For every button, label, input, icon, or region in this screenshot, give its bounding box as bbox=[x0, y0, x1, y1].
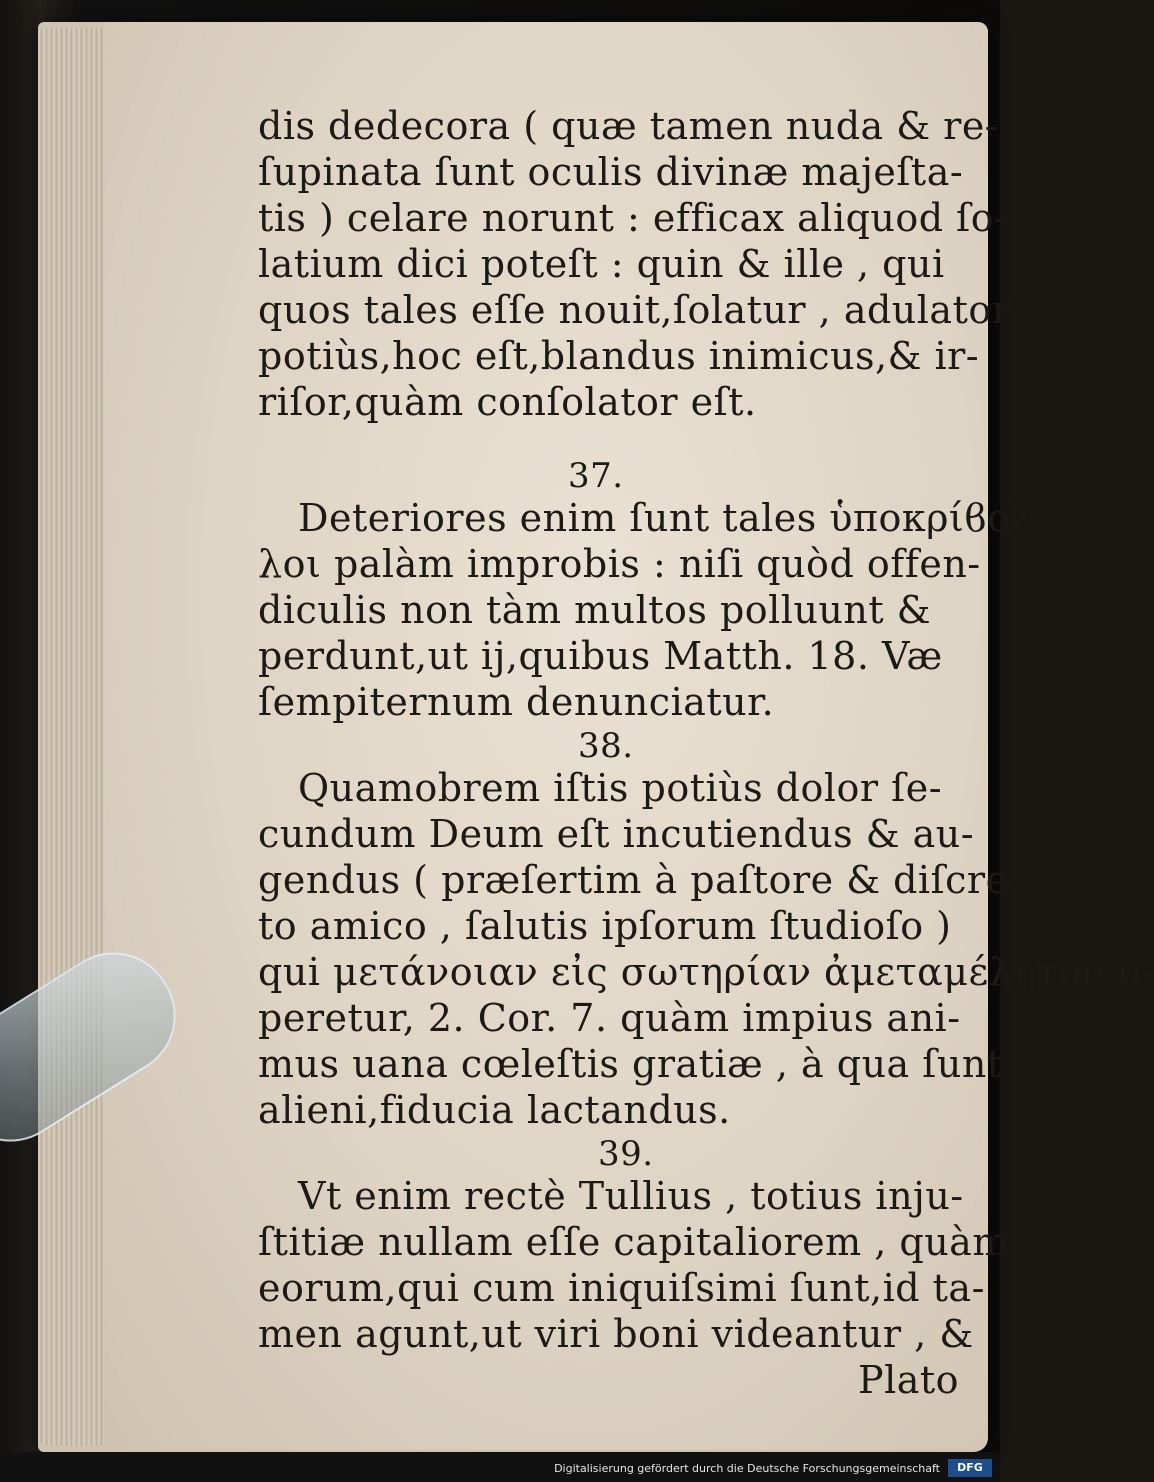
text-line: Vt enim rectè Tullius , totius inju- bbox=[298, 1174, 964, 1218]
text-line: men agunt,ut viri boni videantur , & bbox=[258, 1312, 974, 1356]
text-line: diculis non tàm multos polluunt & bbox=[258, 588, 932, 632]
text-line: qui μετάνοιαν εἰς σωτηρίαν ἀμεταμέλητον o- bbox=[258, 950, 1154, 994]
text-line: ſupinata ſunt oculis divinæ majeſta- bbox=[258, 150, 964, 194]
text-line: mus uana cœleſtis gratiæ , à qua ſunt bbox=[258, 1042, 1003, 1086]
section-number-37: 37. bbox=[568, 456, 624, 496]
text-line: cundum Deum eſt incutiendus & au- bbox=[258, 812, 975, 856]
text-line: eorum,qui cum iniquiſsimi ſunt,id ta- bbox=[258, 1266, 985, 1310]
text-line: potiùs,hoc eſt,blandus inimicus,& ir- bbox=[258, 334, 980, 378]
text-line: alieni,fiducia lactandus. bbox=[258, 1088, 731, 1132]
funding-credit: Digitalisierung gefördert durch die Deutsche Forschungsgemeinschaft bbox=[554, 1462, 940, 1475]
text-line: λοι palàm improbis : niſi quòd offen- bbox=[258, 542, 981, 586]
text-line: latium dici poteſt : quin & ille , qui bbox=[258, 242, 945, 286]
page-edges bbox=[38, 28, 110, 1446]
text-line: Quamobrem iſtis potiùs dolor ſe- bbox=[298, 766, 943, 810]
text-line: ſempiternum denunciatur. bbox=[258, 680, 775, 724]
section-number-38: 38. bbox=[578, 726, 634, 766]
text-line: Deteriores enim ſunt tales ὑποκρίϐολ- bbox=[298, 496, 1049, 540]
section-number-39: 39. bbox=[598, 1134, 654, 1174]
text-line: quos tales eſſe nouit,ſolatur , adulator bbox=[258, 288, 1011, 332]
text-line: to amico , ſalutis ipſorum ſtudioſo ) bbox=[258, 904, 952, 948]
catchword: Plato bbox=[858, 1358, 960, 1402]
text-line: tis ) celare norunt : efficax aliquod ſo- bbox=[258, 196, 1008, 240]
text-line: perdunt,ut ij,quibus Matth. 18. Væ bbox=[258, 634, 943, 678]
text-line: peretur, 2. Cor. 7. quàm impius ani- bbox=[258, 996, 961, 1040]
text-line: dis dedecora ( quæ tamen nuda & re- bbox=[258, 104, 999, 148]
text-line: ſtitiæ nullam eſſe capitaliorem , quàm bbox=[258, 1220, 1009, 1264]
text-line: riſor,quàm conſolator eſt. bbox=[258, 380, 757, 424]
dfg-logo: DFG bbox=[948, 1459, 992, 1477]
text-line: gendus ( præſertim à paſtore & diſcre- bbox=[258, 858, 1022, 902]
